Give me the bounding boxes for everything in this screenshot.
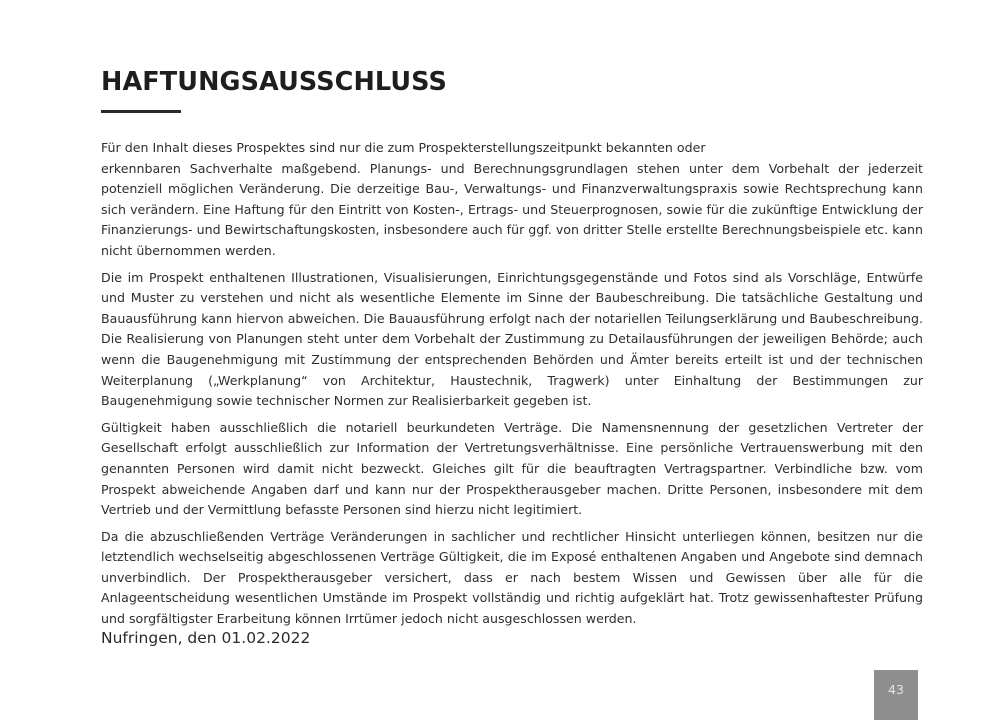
disclaimer-body bbox=[101, 138, 923, 636]
paragraph-1-rest: erkennbaren Sachverhalte maßgebend. Planungs- und Berechnungsgrundlagen stehen unter dem Vorbehalt der jederzeit potenziell möglichen Veränderung. Die derzeitige Bau-, Verwaltungs- und Finanzverwaltungspraxis sowie Rechtsprechung kann sich verändern. Eine Haftung für den Eintritt von Kosten-, Ertrags- und Steuerprognosen, sowie für die zukünftige Entwicklung der Finanzierungs- und Bewirtschaftungskosten, insbesondere auch für ggf. von dritter Stelle erstellte Berechnungsbeispiele etc. kann nicht übernommen werden. bbox=[101, 160, 923, 258]
paragraph-1 bbox=[101, 138, 923, 262]
page-number-box bbox=[874, 670, 918, 720]
place-and-date: Nufringen, den 01.02.2022 bbox=[101, 629, 311, 647]
title-underline bbox=[101, 110, 181, 113]
page-number: 43 bbox=[888, 682, 904, 697]
paragraph-3: Gültigkeit haben ausschließlich die notariell beurkundeten Verträge. Die Namensnennung der gesetzlichen Vertreter der Gesellschaft erfolgt ausschließlich zur Information der Vertretungsverhältnisse. Eine persönliche Vertrauenswerbung mit den genannten Personen wird damit nicht bezweckt. Gleiches gilt für die beauftragten Vertragspartner. Verbindliche bzw. vom Prospekt abweichende Angaben darf und kann nur der Prospektherausgeber machen. Dritte Personen, insbesondere mit dem Vertrieb und der Vermittlung befasste Personen sind hierzu nicht legitimiert. bbox=[101, 419, 923, 518]
page-title: HAFTUNGSAUSSCHLUSS bbox=[101, 67, 447, 97]
paragraph-4: Da die abzuschließenden Verträge Veränderungen in sachlicher und rechtlicher Hinsicht unterliegen können, besitzen nur die letztendlich wechselseitig abgeschlossenen Verträge Gültigkeit, die im Exposé enthaltenen Angaben und Angebote sind demnach unverbindlich. Der Prospektherausgeber versichert, dass er nach bestem Wissen und Gewissen über alle für die Anlageentscheidung wesentlichen Umstände im Prospekt vollständig und richtig aufgeklärt hat. Trotz gewissenhaftester Prüfung und sorgfältigster Erarbeitung können Irrtümer jedoch nicht ausgeschlossen werden. bbox=[101, 528, 923, 627]
paragraph-2: Die im Prospekt enthaltenen Illustrationen, Visualisierungen, Einrichtungsgegenstände und Fotos sind als Vorschläge, Entwürfe und Muster zu verstehen und nicht als wesentliche Elemente im Sinne der Baubeschreibung. Die tatsächliche Gestaltung und Bauausführung kann hiervon abweichen. Die Bauausführung erfolgt nach der notariellen Teilungserklärung und Baubeschreibung. Die Realisierung von Planungen steht unter dem Vorbehalt der Zustimmung zu Detailausführungen der jeweiligen Behörde; auch wenn die Baugenehmigung mit Zustimmung der entsprechenden Behörden und Ämter bereits erteilt ist und der technischen Weiterplanung („Werkplanung“ von Architektur, Haustechnik, Tragwerk) unter Einhaltung der Bestimmungen zur Baugenehmigung sowie technischer Normen zur Realisierbarkeit gegeben ist. bbox=[101, 269, 923, 409]
paragraph-1-line-1: Für den Inhalt dieses Prospektes sind nur die zum Prospekterstellungszeitpunkt bekannten oder bbox=[101, 140, 706, 155]
